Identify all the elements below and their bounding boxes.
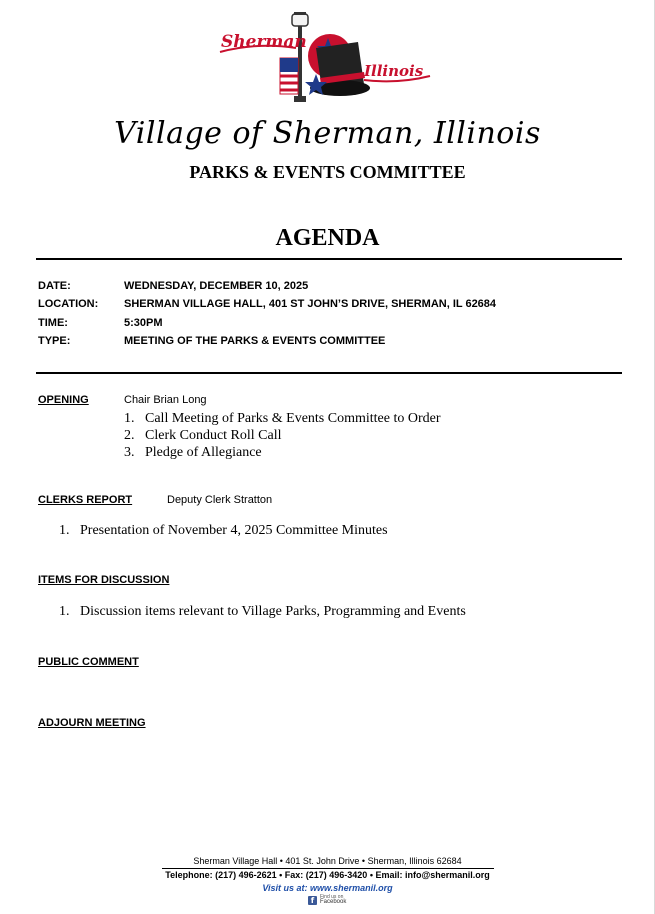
list-item <box>124 445 262 461</box>
list-item <box>59 523 388 539</box>
logo-graphic <box>218 12 432 104</box>
list-item <box>124 411 441 427</box>
list-item <box>124 428 282 444</box>
logo-word-illinois: Illinois <box>364 62 424 80</box>
village-logo <box>218 12 432 104</box>
logo-word-sherman: Sherman <box>221 32 307 52</box>
opening-chair: Chair Brian Long <box>124 394 207 406</box>
list-item <box>59 604 466 620</box>
info-label: DATE: <box>38 280 71 292</box>
section-heading-public-comment: PUBLIC COMMENT <box>38 656 139 668</box>
info-value: WEDNESDAY, DECEMBER 10, 2025 <box>124 280 309 292</box>
list-text: Presentation of November 4, 2025 Committee Minutes <box>80 523 388 538</box>
list-text: Call Meeting of Parks & Events Committee to Order <box>145 411 441 426</box>
footer-contact: Telephone: (217) 496-2621 • Fax: (217) 496-3420 • Email: info@shermanil.org <box>165 870 490 880</box>
info-value: SHERMAN VILLAGE HALL, 401 ST JOHN’S DRIVE, SHERMAN, IL 62684 <box>124 298 497 310</box>
list-number: 2. <box>124 428 135 443</box>
village-title: Village of Sherman, Illinois <box>114 116 541 151</box>
list-number: 1. <box>124 411 135 426</box>
section-heading-discussion: ITEMS FOR DISCUSSION <box>38 574 170 586</box>
clerks-report-person: Deputy Clerk Stratton <box>167 494 273 506</box>
info-label: TYPE: <box>38 335 71 347</box>
info-value: 5:30PM <box>124 317 163 329</box>
committee-title: PARKS & EVENTS COMMITTEE <box>189 162 466 182</box>
facebook-label: Facebook <box>320 899 347 905</box>
info-label: TIME: <box>38 317 68 329</box>
facebook-small-label: Find us on <box>320 894 344 900</box>
footer-website-link[interactable]: Visit us at: www.shermanil.org <box>262 883 393 893</box>
facebook-link[interactable] <box>308 895 352 907</box>
top-divider <box>36 258 622 260</box>
list-text: Discussion items relevant to Village Parks, Programming and Events <box>80 604 466 619</box>
agenda-title: AGENDA <box>275 225 380 251</box>
info-label: LOCATION: <box>38 298 99 310</box>
list-number: 1. <box>59 604 70 619</box>
section-heading-opening: OPENING <box>38 394 89 406</box>
footer-divider <box>162 868 494 869</box>
footer-address: Sherman Village Hall • 401 St. John Drive • Sherman, Illinois 62684 <box>193 856 462 866</box>
list-text: Pledge of Allegiance <box>145 445 262 460</box>
section-heading-adjourn: ADJOURN MEETING <box>38 717 146 729</box>
list-text: Clerk Conduct Roll Call <box>145 428 282 443</box>
list-number: 1. <box>59 523 70 538</box>
info-value: MEETING OF THE PARKS & EVENTS COMMITTEE <box>124 335 386 347</box>
facebook-icon: f <box>308 896 317 905</box>
section-heading-clerks-report: CLERKS REPORT <box>38 494 133 506</box>
list-number: 3. <box>124 445 135 460</box>
bottom-divider <box>36 372 622 374</box>
